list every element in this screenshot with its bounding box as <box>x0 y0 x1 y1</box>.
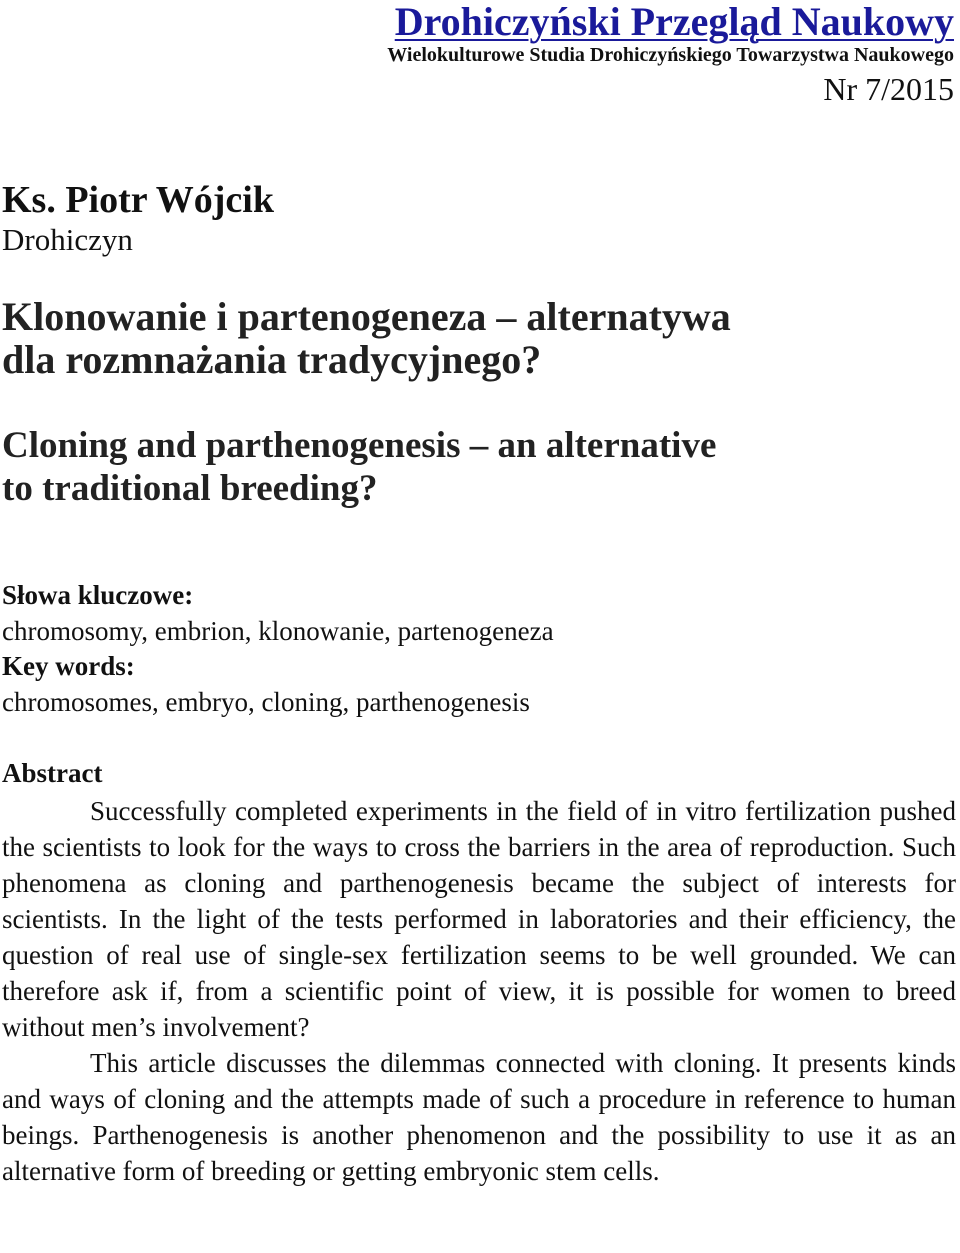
journal-title: Drohiczyński Przegląd Naukowy <box>394 0 954 44</box>
journal-subtitle: Wielokulturowe Studia Drohiczyńskiego Towarzystwa Naukowego <box>387 44 954 66</box>
author-affiliation: Drohiczyn <box>2 222 133 257</box>
keywords-pl-label: Słowa kluczowe: <box>2 580 194 610</box>
title-en-line2: to traditional breeding? <box>2 468 378 509</box>
title-en-line1: Cloning and parthenogenesis – an alternative <box>2 425 717 466</box>
keywords-en-label: Key words: <box>2 651 135 681</box>
abstract-heading: Abstract <box>2 758 103 788</box>
title-pl-line2: dla rozmnażania tradycyjnego? <box>2 337 542 382</box>
title-pl-line1: Klonowanie i partenogeneza – alternatywa <box>2 294 731 339</box>
article-title-english <box>2 424 716 510</box>
keywords-en-values: chromosomes, embryo, cloning, parthenogenesis <box>2 687 530 717</box>
abstract-body <box>2 793 956 1189</box>
article-title-polish <box>2 295 731 381</box>
journal-issue: Nr 7/2015 <box>823 71 954 107</box>
abstract-paragraph-2: This article discusses the dilemmas connected with cloning. It presents kinds and ways of cloning and the attempts made of such a procedure in reference to human beings. Parthenogenesis is another phenomenon and the possibility to use it as an alternative form of breeding or getting embryonic stem cells. <box>2 1048 956 1186</box>
author-name: Ks. Piotr Wójcik <box>2 179 274 221</box>
abstract-paragraph-1: Successfully completed experiments in the field of in vitro fertilization pushed the scientists to look for the ways to cross the barriers in the area of reproduction. Such phenomena as cloning and parthenogenesis became the subject of interests for scientists. In the light of the tests performed in laboratories and their efficiency, the question of real use of single-sex fertilization seems to be well grounded. We can therefore ask if, from a scientific point of view, it is possible for women to breed without men’s involvement? <box>2 796 956 1042</box>
keywords-pl-values: chromosomy, embrion, klonowanie, partenogeneza <box>2 616 554 646</box>
